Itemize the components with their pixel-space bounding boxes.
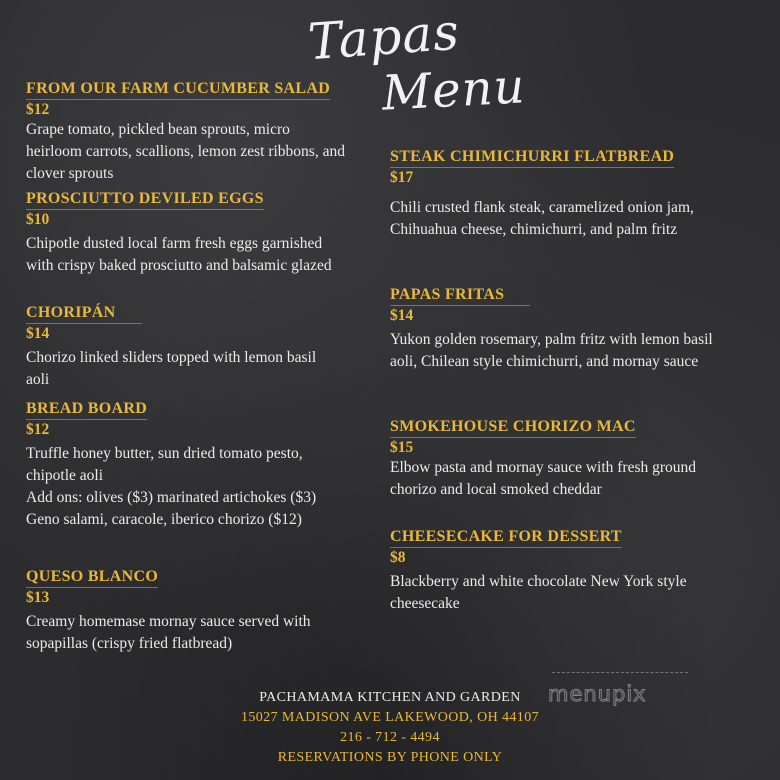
item-name: STEAK CHIMICHURRI FLATBREAD [390, 148, 674, 168]
item-price: $13 [26, 589, 50, 606]
menu-item-cucumber-salad [26, 78, 346, 185]
item-name: BREAD BOARD [26, 400, 147, 420]
menu-item-bread-board [26, 398, 346, 531]
menu-title-tapas: Tapas [306, 2, 462, 72]
item-name: SMOKEHOUSE CHORIZO MAC [390, 418, 636, 438]
item-name: CHEESECAKE FOR DESSERT [390, 528, 622, 548]
item-price: $12 [26, 101, 50, 118]
item-description: Blackberry and white chocolate New York style cheesecake [390, 573, 687, 612]
menu-title-menu: Menu [380, 58, 527, 122]
menu-item-papas-fritas [390, 284, 740, 373]
item-description: Yukon golden rosemary, palm fritz with lemon basil aoli, Chilean style chimichurri, and mornay sauce [390, 331, 713, 370]
item-name: QUESO BLANCO [26, 568, 158, 588]
item-description: Truffle honey butter, sun dried tomato pesto, chipotle aoli [26, 445, 303, 484]
restaurant-address: 15027 MADISON AVE LAKEWOOD, OH 44107 [240, 710, 540, 725]
item-description: Chorizo linked sliders topped with lemon basil aoli [26, 349, 317, 388]
item-description: Grape tomato, pickled bean sprouts, micro heirloom carrots, scallions, lemon zest ribbons, and clover sprouts [26, 121, 345, 182]
item-name: FROM OUR FARM CUCUMBER SALAD [26, 80, 330, 100]
item-price: $15 [390, 439, 414, 456]
restaurant-footer [200, 688, 580, 768]
menu-item-deviled-eggs [26, 188, 336, 277]
item-description: Chipotle dusted local farm fresh eggs garnished with crispy baked prosciutto and balsamic glazed [26, 235, 332, 274]
menupix-watermark: menupix [548, 682, 647, 706]
menu-item-steak-flatbread [390, 146, 740, 241]
item-name: PROSCIUTTO DEVILED EGGS [26, 190, 264, 210]
item-name: CHORIPÁN [26, 304, 142, 324]
item-description: Chili crusted flank steak, caramelized onion jam, Chihuahua cheese, chimichurri, and palm fritz [390, 199, 694, 238]
item-description: Elbow pasta and mornay sauce with fresh ground chorizo and local smoked cheddar [390, 459, 697, 498]
menu-item-choripan [26, 302, 326, 391]
item-price: $14 [390, 307, 414, 324]
restaurant-phone: 216 - 712 - 4494 [340, 730, 440, 745]
item-addons: Add ons: olives ($3) marinated artichokes ($3) Geno salami, caracole, iberico chorizo ($12) [26, 489, 317, 528]
item-price: $17 [390, 169, 414, 186]
item-price: $10 [26, 211, 50, 228]
restaurant-name: PACHAMAMA KITCHEN AND GARDEN [259, 690, 521, 705]
menu-item-cheesecake [390, 526, 740, 615]
item-description: Creamy homemase mornay sauce served with sopapillas (crispy fried flatbread) [26, 613, 311, 652]
item-name: PAPAS FRITAS [390, 286, 530, 306]
item-price: $8 [390, 549, 406, 566]
reservations-note: RESERVATIONS BY PHONE ONLY [277, 750, 503, 765]
watermark-divider [552, 672, 688, 673]
item-price: $14 [26, 325, 50, 342]
menu-item-chorizo-mac [390, 416, 740, 501]
item-price: $12 [26, 421, 50, 438]
menu-item-queso-blanco [26, 566, 346, 655]
